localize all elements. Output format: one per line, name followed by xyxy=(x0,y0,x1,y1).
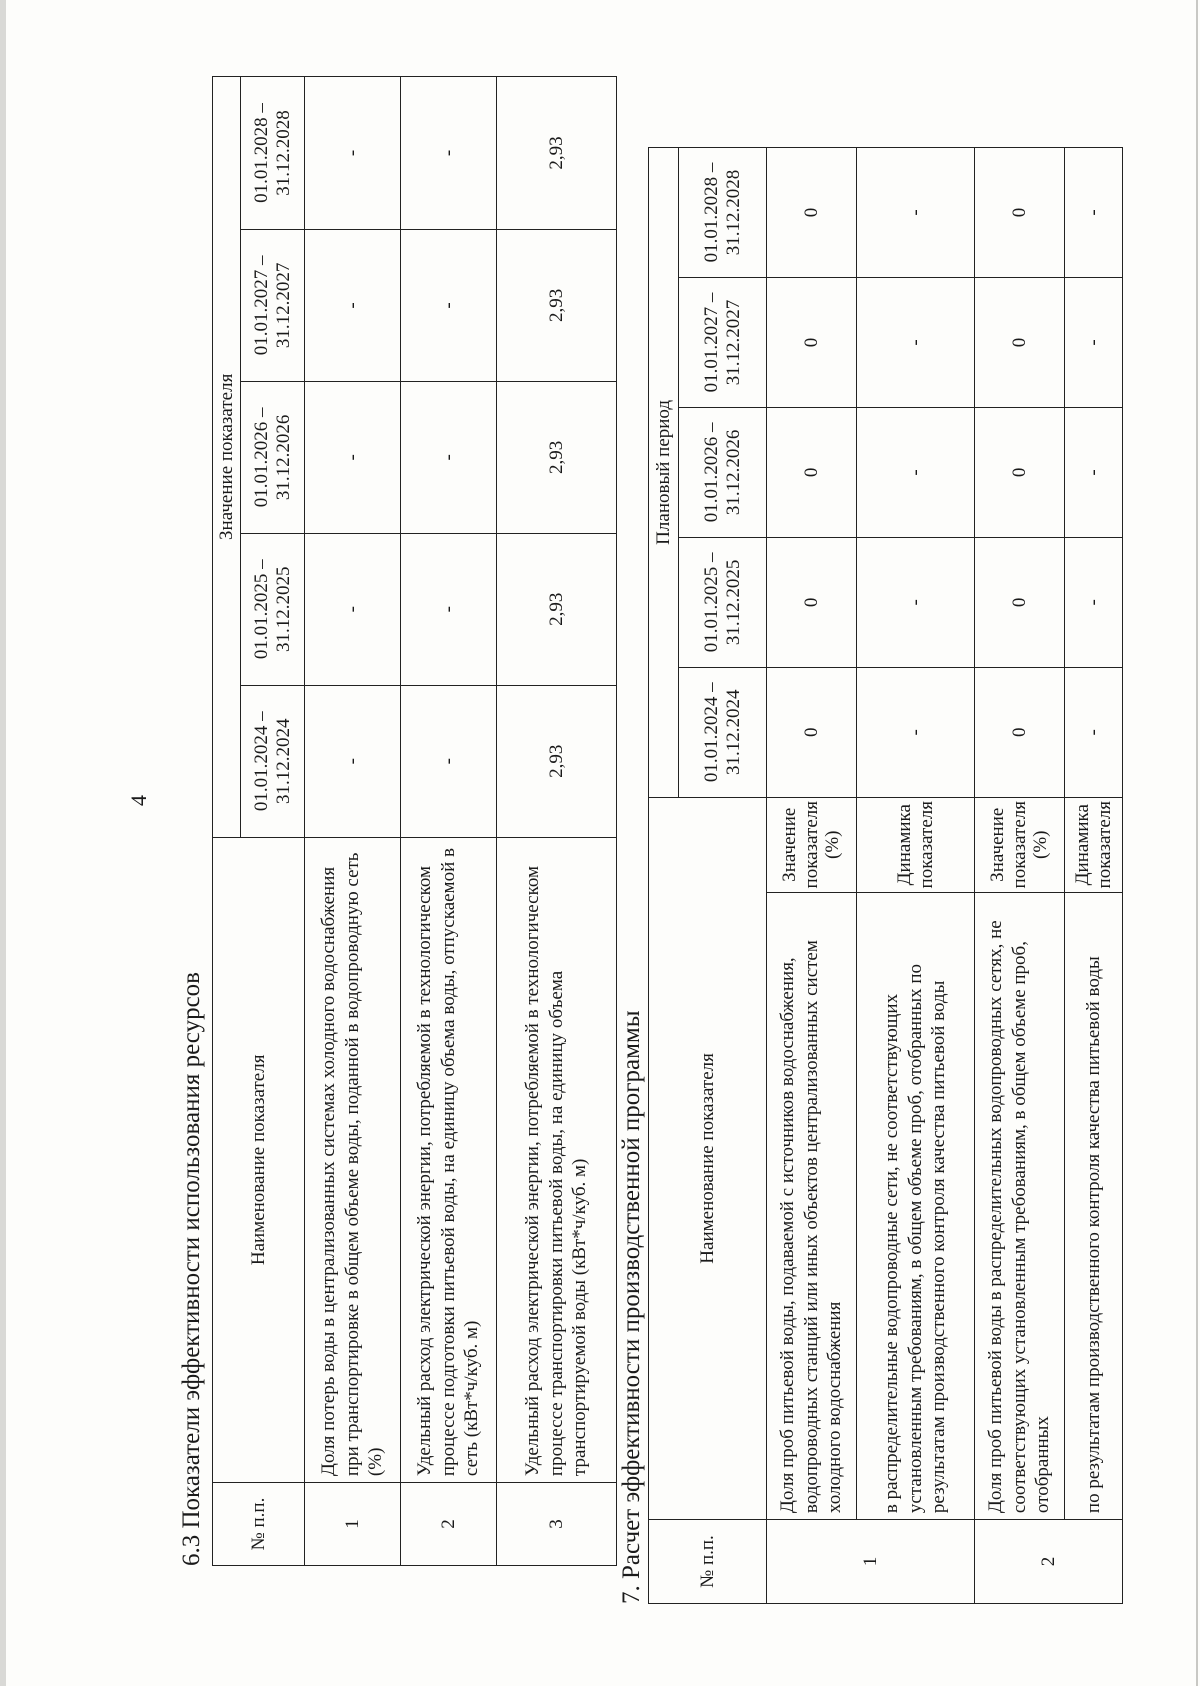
value-cell: 0 xyxy=(767,407,857,537)
col-header-name: Наименование показателя xyxy=(213,837,305,1482)
period-header: 01.01.2027 – 31.12.2027 xyxy=(679,278,767,408)
dynamic-cell: - xyxy=(1065,667,1123,797)
table-row xyxy=(975,148,1065,1604)
value-cell: 0 xyxy=(767,148,857,278)
resource-efficiency-table xyxy=(212,76,617,1566)
value-cell: - xyxy=(401,229,497,381)
indicator-name-continued: по результатам производственного контроля качества питьевой воды xyxy=(1065,892,1123,1519)
indicator-name-continued: в распределительные водопроводные сети, не соответствующих установленным требованиям, в общем объеме проб, отобранных по результатам производственного контроля качества питьевой воды xyxy=(857,892,975,1519)
row-number: 1 xyxy=(767,1520,975,1604)
value-cell: - xyxy=(401,77,497,230)
dynamic-cell: - xyxy=(857,667,975,797)
period-header: 01.01.2026 – 31.12.2026 xyxy=(241,381,305,533)
value-cell: - xyxy=(305,533,401,685)
dynamic-cell: - xyxy=(857,148,975,278)
indicator-name: Удельный расход электрической энергии, потребляемой в технологическом процессе транспортировки питьевой воды, на единицу объема транспортируемой воды (кВт*ч/куб. м) xyxy=(497,837,617,1482)
value-cell: 0 xyxy=(975,278,1065,408)
row-number: 3 xyxy=(497,1483,617,1566)
col-header-plan-group: Плановый период xyxy=(649,148,679,798)
indicator-name: Доля проб питьевой воды, подаваемой с источников водоснабжения, водопроводных станций или иных объектов централизованных систем холодного водоснабжения xyxy=(767,892,857,1519)
dynamic-cell: - xyxy=(857,407,975,537)
value-cell: 0 xyxy=(975,407,1065,537)
table-row xyxy=(305,77,401,1566)
period-header: 01.01.2026 – 31.12.2026 xyxy=(679,407,767,537)
page-number: 4 xyxy=(126,795,151,806)
indicator-name: Доля потерь воды в централизованных системах холодного водоснабжения при транспортировке в общем объеме воды, поданной в водопроводную сеть (%) xyxy=(305,837,401,1482)
dynamic-cell: - xyxy=(1065,537,1123,667)
table-header-row xyxy=(213,77,241,1566)
value-cell: - xyxy=(305,77,401,230)
period-header: 01.01.2028 – 31.12.2028 xyxy=(241,77,305,230)
value-cell: 0 xyxy=(975,537,1065,667)
indicator-kind-dynamic: Динамика показателя xyxy=(1065,797,1123,892)
program-efficiency-table xyxy=(648,147,1123,1604)
period-header: 01.01.2024 – 31.12.2024 xyxy=(679,667,767,797)
value-cell: 2,93 xyxy=(497,77,617,230)
col-header-num: № п.п. xyxy=(213,1483,305,1566)
section-caption-7: 7. Расчет эффективности производственной программы xyxy=(618,1010,645,1604)
dynamic-cell: - xyxy=(1065,278,1123,408)
table-row xyxy=(401,77,497,1566)
table-row xyxy=(767,148,857,1604)
value-cell: - xyxy=(401,533,497,685)
dynamic-cell: - xyxy=(857,278,975,408)
indicator-kind-dynamic: Динамика показателя xyxy=(857,797,975,892)
section-caption-6-3: 6.3 Показатели эффективности использования ресурсов xyxy=(178,972,205,1566)
indicator-kind-value: Значение показателя (%) xyxy=(767,797,857,892)
indicator-name: Доля проб питьевой воды в распределительных водопроводных сетях, не соответствующих установленным требованиям, в общем объеме проб, отобранных xyxy=(975,892,1065,1519)
value-cell: 2,93 xyxy=(497,229,617,381)
value-cell: - xyxy=(305,229,401,381)
row-number: 1 xyxy=(305,1483,401,1566)
indicator-name: Удельный расход электрической энергии, потребляемой в технологическом процессе подготовки питьевой воды, на единицу объема воды, отпускаемой в сеть (кВт*ч/куб. м) xyxy=(401,837,497,1482)
value-cell: - xyxy=(401,685,497,837)
value-cell: 0 xyxy=(975,148,1065,278)
table-row xyxy=(857,148,975,1604)
value-cell: 0 xyxy=(767,278,857,408)
table-row xyxy=(1065,148,1123,1604)
dynamic-cell: - xyxy=(857,537,975,667)
dynamic-cell: - xyxy=(1065,148,1123,278)
col-header-value-group: Значение показателя xyxy=(213,77,241,838)
table-header-row xyxy=(649,148,679,1604)
dynamic-cell: - xyxy=(1065,407,1123,537)
row-number: 2 xyxy=(401,1483,497,1566)
col-header-name: Наименование показателя xyxy=(649,797,767,1519)
value-cell: 2,93 xyxy=(497,685,617,837)
period-header: 01.01.2028 – 31.12.2028 xyxy=(679,148,767,278)
period-header: 01.01.2025 – 31.12.2025 xyxy=(241,533,305,685)
value-cell: - xyxy=(305,381,401,533)
period-header: 01.01.2025 – 31.12.2025 xyxy=(679,537,767,667)
period-header: 01.01.2027 – 31.12.2027 xyxy=(241,229,305,381)
value-cell: 0 xyxy=(975,667,1065,797)
row-number: 2 xyxy=(975,1520,1123,1604)
value-cell: 0 xyxy=(767,537,857,667)
value-cell: 0 xyxy=(767,667,857,797)
col-header-num: № п.п. xyxy=(649,1520,767,1604)
indicator-kind-value: Значение показателя (%) xyxy=(975,797,1065,892)
value-cell: 2,93 xyxy=(497,381,617,533)
period-header: 01.01.2024 – 31.12.2024 xyxy=(241,685,305,837)
value-cell: 2,93 xyxy=(497,533,617,685)
table-row xyxy=(497,77,617,1566)
value-cell: - xyxy=(401,381,497,533)
value-cell: - xyxy=(305,685,401,837)
